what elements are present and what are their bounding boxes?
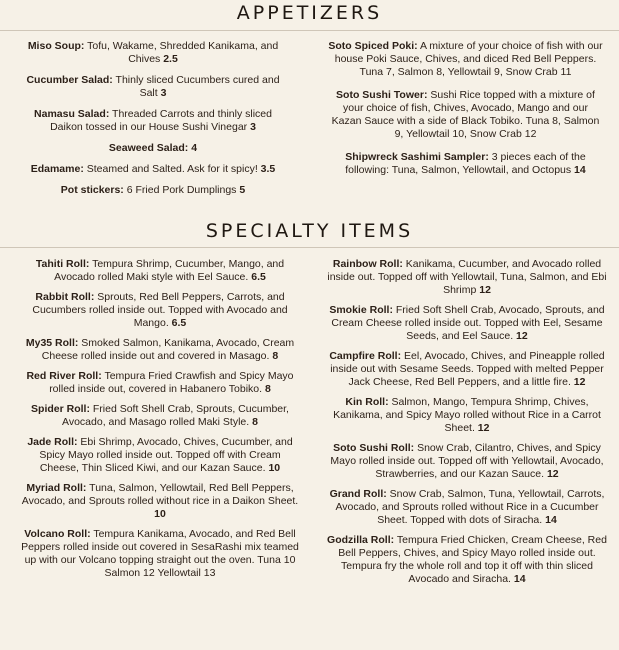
menu-item xyxy=(20,291,300,330)
menu-item xyxy=(326,442,608,481)
menu-item xyxy=(326,488,608,527)
menu-item xyxy=(22,108,284,134)
menu-item-price: 12 xyxy=(513,330,528,342)
menu-item-description: Sushi Rice topped with a mixture of your choice of fish, Chives, Avocado, Mango and our Kazan Sauce with a side of Black Tobiko. Tuna 8, Salmon 9, Yellowtail 10, Snow Crab 12 xyxy=(331,89,600,140)
menu-item-description: Tuna, Salmon, Yellowtail, Red Bell Peppers, Avocado, and Sprouts rolled without rice in a Daikon Sheet. xyxy=(21,482,299,507)
menu-item-description: Eel, Avocado, Chives, and Pineapple rolled inside out with Sesame Seeds. Topped with melted Pepper Jack Cheese, Red Bell Peppers, and a little fire. xyxy=(330,350,605,388)
menu-item-price: 6.5 xyxy=(248,271,266,283)
menu-item-price: 14 xyxy=(542,514,557,526)
menu-item-description: A mixture of your choice of fish with our house Poki Sauce, Chives, and diced Red Bell Peppers. Tuna 7, Salmon 8, Yellowtail 9, Snow Crab 11 xyxy=(334,40,603,78)
menu-item xyxy=(22,163,284,176)
menu-item-name: Pot stickers: xyxy=(60,184,124,196)
menu-item-description: Sprouts, Red Bell Peppers, Carrots, and Cucumbers rolled inside out. Topped with Avocado and Mango. xyxy=(32,291,288,329)
menu-item-description: Salmon, Mango, Tempura Shrimp, Chives, Kanikama, and Spicy Mayo rolled without Rice in a Carrot Sheet. xyxy=(333,396,601,434)
menu-item-name: Seaweed Salad: xyxy=(108,142,189,154)
menu-item-description: Snow Crab, Cilantro, Chives, and Spicy Mayo rolled inside out. Topped off with Yellowtail, Avocado, Strawberries, and our Kazan Sauce. xyxy=(330,442,604,480)
menu-item-name: Soto Spiced Poki: xyxy=(328,40,418,52)
appetizers-heading: APPETIZERS xyxy=(236,2,383,24)
menu-item-description: Fried Soft Shell Crab, Sprouts, Cucumber, Avocado, and Masago rolled Maki Style. xyxy=(62,403,289,428)
specialty-heading: SPECIALTY ITEMS xyxy=(205,220,414,242)
menu-item xyxy=(22,184,284,197)
menu-item-description: 3 pieces each of the following: Tuna, Salmon, Yellowtail, and Octopus xyxy=(345,151,586,176)
menu-item xyxy=(20,370,300,396)
appetizers-left-column xyxy=(22,40,284,205)
menu-item-name: My35 Roll: xyxy=(25,337,79,349)
menu-item-name: Myriad Roll: xyxy=(26,482,87,494)
divider xyxy=(0,30,619,31)
menu-item-price: 12 xyxy=(570,376,586,388)
menu-item-name: Soto Sushi Roll: xyxy=(333,442,415,454)
menu-item xyxy=(20,482,300,521)
menu-item-price: 10 xyxy=(265,462,281,474)
menu-item-description: Snow Crab, Salmon, Tuna, Yellowtail, Carrots, Avocado, and Sprouts rolled without Rice in a Cucumber Sheet. Topped with dots of Siracha. xyxy=(335,488,605,526)
menu-item-name: Volcano Roll: xyxy=(24,528,91,540)
menu-item-description: Tempura Kanikama, Avocado, and Red Bell Peppers rolled inside out covered in SesaRashi mix teamed up with our Volcano topping straight out the oven. Tuna 10 Salmon 12 Yellowtail 13 xyxy=(21,528,299,579)
menu-item-price: 3.5 xyxy=(257,163,276,175)
menu-item-description: Smoked Salmon, Kanikama, Avocado, Cream Cheese rolled inside out and covered in Masago. xyxy=(41,337,295,362)
appetizers-right-column xyxy=(328,40,603,187)
menu-item-price: 14 xyxy=(571,164,586,176)
menu-item xyxy=(326,534,608,586)
menu-item-price: 12 xyxy=(474,422,490,434)
menu-item-name: Shipwreck Sashimi Sampler: xyxy=(345,151,489,163)
menu-item xyxy=(20,258,300,284)
menu-item-name: Rainbow Roll: xyxy=(332,258,403,270)
menu-item-description: 6 Fried Pork Dumplings xyxy=(123,184,237,196)
menu-item-price: 6.5 xyxy=(168,317,187,329)
menu-item-name: Namasu Salad: xyxy=(34,108,110,120)
specialty-left-column xyxy=(20,258,300,587)
menu-item-description: Tempura Shrimp, Cucumber, Mango, and Avocado rolled Maki style with Eel Sauce. xyxy=(54,258,285,283)
menu-item-name: Edamame: xyxy=(30,163,84,175)
menu-item-price: 12 xyxy=(544,468,559,480)
menu-item-description: Steamed and Salted. Ask for it spicy! xyxy=(83,163,258,175)
menu-item xyxy=(326,258,608,297)
menu-item-price: 4 xyxy=(188,142,198,154)
divider xyxy=(0,247,619,248)
menu-item-name: Grand Roll: xyxy=(329,488,387,500)
menu-item-price: 8 xyxy=(269,350,279,362)
menu-item xyxy=(328,40,603,79)
menu-item-price: 14 xyxy=(510,573,526,585)
menu-item xyxy=(20,337,300,363)
menu-item xyxy=(326,350,608,389)
menu-item xyxy=(20,403,300,429)
menu-item-name: Spider Roll: xyxy=(31,403,90,415)
menu-item-description: Tofu, Wakame, Shredded Kanikama, and Chives xyxy=(84,40,279,65)
menu-item-price: 8 xyxy=(262,383,271,395)
menu-item xyxy=(20,436,300,475)
menu-item-price: 3 xyxy=(247,121,256,133)
specialty-right-column xyxy=(326,258,608,593)
menu-item xyxy=(22,142,284,155)
menu-item-description: Thinly sliced Cucumbers cured and Salt xyxy=(112,74,280,99)
menu-item-price: 5 xyxy=(236,184,246,196)
menu-item-description: Ebi Shrimp, Avocado, Chives, Cucumber, and Spicy Mayo rolled inside out. Topped off with Cream Cheese, Thin Sliced Kiwi, and our Kazan Sauce. xyxy=(39,436,293,474)
menu-item-description: Tempura Fried Chicken, Cream Cheese, Red Bell Peppers, Chives, and Spicy Mayo rolled inside out. Tempura fry the whole roll and top it off with thin sliced Avocado and Siracha. xyxy=(338,534,607,585)
menu-item-name: Smokie Roll: xyxy=(329,304,393,316)
menu-item-price: 3 xyxy=(157,87,167,99)
menu-item xyxy=(328,89,603,141)
menu-item-description: Tempura Fried Crawfish and Spicy Mayo rolled inside out, covered in Habanero Tobiko. xyxy=(49,370,294,395)
menu-item-name: Rabbit Roll: xyxy=(35,291,95,303)
menu-item-name: Cucumber Salad: xyxy=(26,74,113,86)
menu-item-price: 10 xyxy=(154,508,166,520)
menu-item-name: Godzilla Roll: xyxy=(327,534,395,546)
menu-item-name: Kin Roll: xyxy=(345,396,389,408)
menu-item-price: 12 xyxy=(476,284,491,296)
menu-item-description: Kanikama, Cucumber, and Avocado rolled inside out. Topped off with Yellowtail, Tuna, Salmon, and Ebi Shrimp xyxy=(327,258,607,296)
menu-item-price: 2.5 xyxy=(160,53,178,65)
menu-item xyxy=(326,396,608,435)
menu-item xyxy=(326,304,608,343)
menu-item-name: Red River Roll: xyxy=(26,370,102,382)
menu-item-name: Soto Sushi Tower: xyxy=(336,89,428,101)
menu-item-description: Threaded Carrots and thinly sliced Daikon tossed in our House Sushi Vinegar xyxy=(50,108,272,133)
menu-item-name: Miso Soup: xyxy=(27,40,85,52)
menu-item-name: Campfire Roll: xyxy=(329,350,402,362)
menu-item xyxy=(20,528,300,580)
menu-item-price: 8 xyxy=(249,416,258,428)
menu-item-name: Tahiti Roll: xyxy=(35,258,90,270)
menu-item xyxy=(328,151,603,177)
menu-item-description: Fried Soft Shell Crab, Avocado, Sprouts, and Cream Cheese rolled inside out. Topped with Eel, Sesame Seeds, and Eel Sauce. xyxy=(331,304,605,342)
menu-item xyxy=(22,74,284,100)
menu-item-name: Jade Roll: xyxy=(27,436,78,448)
menu-item xyxy=(22,40,284,66)
